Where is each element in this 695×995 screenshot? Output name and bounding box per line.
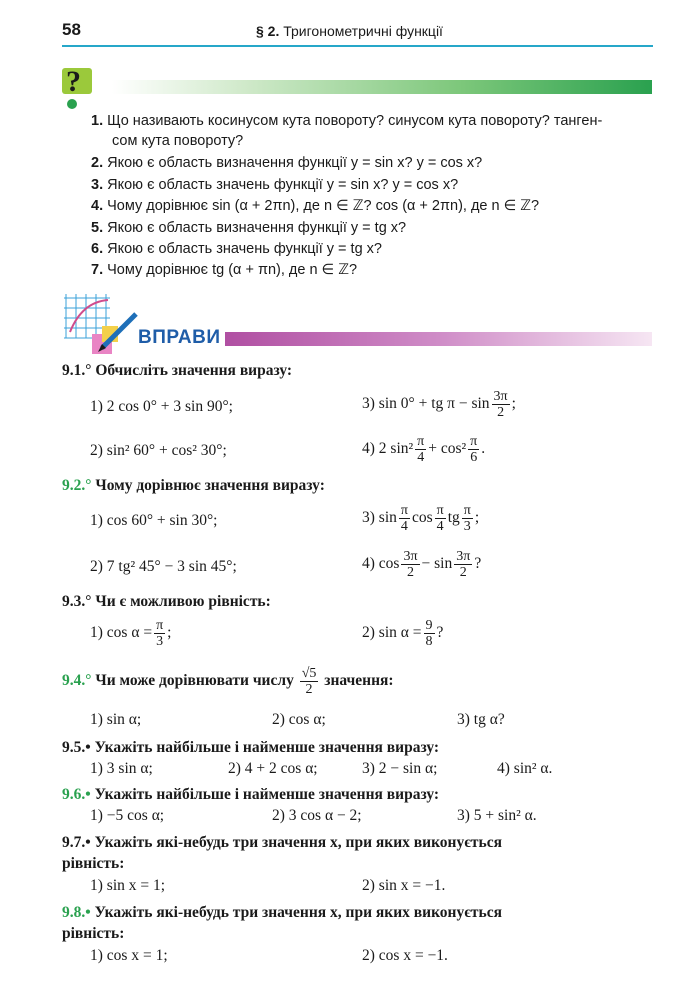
exercise-9-7-item-1: 1) sin x = 1;: [90, 877, 166, 894]
exercise-9-2-heading: 9.2.° Чому дорівнює значення виразу:: [62, 477, 325, 494]
question-1-cont: сом кута повороту?: [112, 133, 244, 149]
exercise-9-2-item-1: 1) cos 60° + sin 30°;: [90, 512, 218, 529]
questions-bar: [112, 80, 652, 94]
exercise-9-4-item-3: 3) tg α?: [457, 711, 505, 728]
exercise-9-2-item-3: 3) sin $\frac{\pi}{4}$ cos $\frac{\pi}{4}$ tg $\frac{\pi}{3}$ ;: [362, 503, 480, 534]
exercise-9-5-heading: 9.5.• Укажіть найбільше і найменше значення виразу:: [62, 739, 440, 756]
exercise-9-3-item-1: 1) cos α = $\frac{\pi}{3}$ ;: [90, 618, 172, 649]
exercise-9-8-heading-cont: рівність:: [62, 925, 125, 942]
exercise-9-6-item-2: 2) 3 cos α − 2;: [272, 807, 362, 824]
exercise-9-1-item-1: 1) 2 cos 0° + 3 sin 90°;: [90, 398, 233, 415]
running-header: § 2. Тригонометричні функції: [256, 23, 443, 39]
question-4: 4. Чому дорівнює sin (α + 2πn), де n ∈ ℤ? cos (α + 2πn), де n ∈ ℤ?: [91, 198, 540, 214]
exercise-9-5-item-4: 4) sin² α.: [497, 760, 553, 777]
exercises-icon: [62, 292, 140, 356]
svg-text:?: ?: [66, 65, 81, 98]
exercise-9-2-item-4: 4) cos $\frac{3\pi}{2}$ − sin $\frac{3\pi}{2}$ ?: [362, 549, 482, 580]
exercise-9-3-heading: 9.3.° Чи є можливою рівність:: [62, 593, 271, 610]
question-2: 2. Якою є область визначення функції y = sin x? y = cos x?: [91, 155, 483, 171]
page-number: 58: [62, 20, 81, 39]
exercise-9-8-item-2: 2) cos x = −1.: [362, 947, 448, 964]
exercise-9-5-item-3: 3) 2 − sin α;: [362, 760, 438, 777]
exercise-9-7-heading: 9.7.• Укажіть які-небудь три значення x, при яких виконується: [62, 834, 503, 851]
exercise-9-6-item-1: 1) −5 cos α;: [90, 807, 165, 824]
exercise-9-5-item-2: 2) 4 + 2 cos α;: [228, 760, 318, 777]
question-mark-icon: [62, 64, 110, 110]
exercise-9-4-item-1: 1) sin α;: [90, 711, 142, 728]
question-6: 6. Якою є область значень функції y = tg x?: [91, 241, 382, 257]
question-1: 1. Що називають косинусом кута повороту? синусом кута повороту? танген-: [91, 113, 603, 129]
exercise-9-1-item-4: 4) 2 sin² $\frac{\pi}{4}$ + cos² $\frac{\pi}{6}$ .: [362, 434, 486, 465]
question-3: 3. Якою є область значень функції y = sin x? y = cos x?: [91, 177, 459, 193]
exercise-9-6-heading: 9.6.• Укажіть найбільше і найменше значення виразу:: [62, 786, 440, 803]
exercise-9-7-item-2: 2) sin x = −1.: [362, 877, 446, 894]
exercise-9-1-heading: 9.1.° Обчисліть значення виразу:: [62, 362, 293, 379]
exercise-9-5-item-1: 1) 3 sin α;: [90, 760, 153, 777]
question-7: 7. Чому дорівнює tg (α + πn), де n ∈ ℤ?: [91, 262, 358, 278]
exercise-9-1-item-2: 2) sin² 60° + cos² 30°;: [90, 442, 227, 459]
exercise-9-1-item-3: 3) sin 0° + tg π − sin $\frac{3\pi}{2}$ ;: [362, 389, 516, 420]
exercise-9-6-item-3: 3) 5 + sin² α.: [457, 807, 537, 824]
question-5: 5. Якою є область визначення функції y = tg x?: [91, 220, 407, 236]
exercise-9-4-heading: 9.4.° Чи може дорівнювати числу $\frac{√5}{2}$ значення:: [62, 666, 394, 697]
exercise-9-4-item-2: 2) cos α;: [272, 711, 326, 728]
exercise-9-3-item-2: 2) sin α = $\frac{9}{8}$ ?: [362, 618, 444, 649]
exercise-9-7-heading-cont: рівність:: [62, 855, 125, 872]
exercise-9-2-item-2: 2) 7 tg² 45° − 3 sin 45°;: [90, 558, 237, 575]
exercises-title: ВПРАВИ: [138, 327, 221, 348]
exercises-bar: [225, 332, 652, 346]
header-rule: [62, 45, 653, 47]
exercise-9-8-item-1: 1) cos x = 1;: [90, 947, 168, 964]
exercise-9-8-heading: 9.8.• Укажіть які-небудь три значення x, при яких виконується: [62, 904, 503, 921]
